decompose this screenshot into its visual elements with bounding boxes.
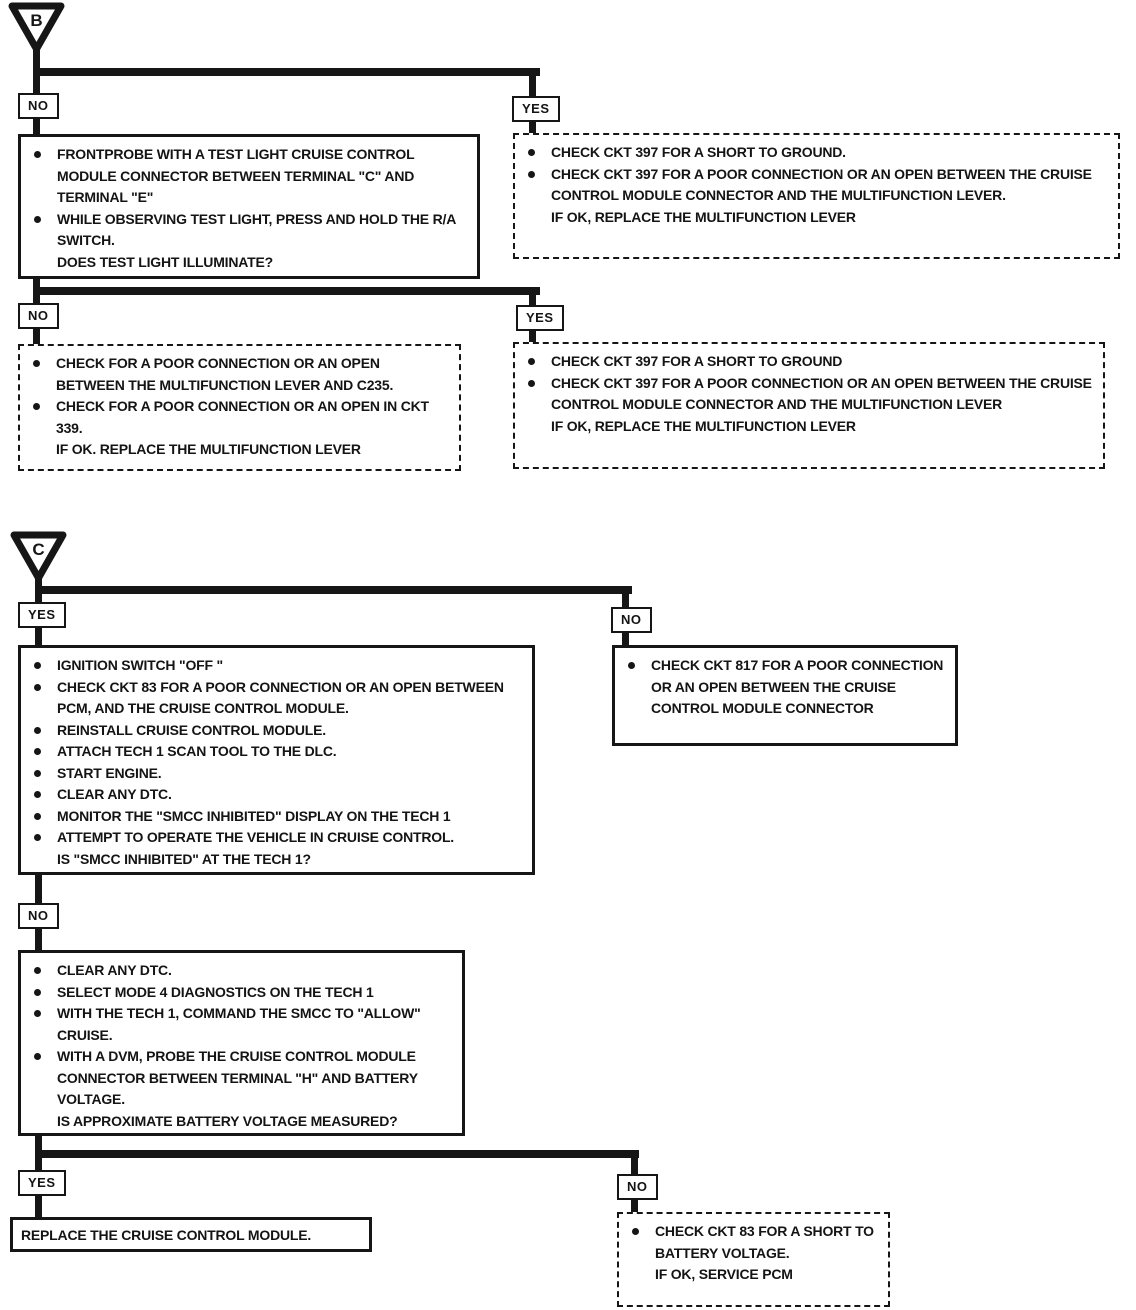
bullet-icon <box>31 982 57 1003</box>
bullet-icon <box>525 351 551 372</box>
step-text: IF OK, REPLACE THE MULTIFUNCTION LEVER <box>551 417 856 434</box>
step-text: DOES TEST LIGHT ILLUMINATE? <box>57 253 273 270</box>
step-item <box>31 252 467 274</box>
bullet-icon <box>31 784 57 805</box>
step-item <box>30 353 449 396</box>
bullet-icon <box>525 142 551 163</box>
step-item <box>31 849 522 871</box>
step-item <box>31 827 522 849</box>
connector-letter: B <box>30 11 43 30</box>
bullet-icon <box>629 1221 655 1242</box>
step-item <box>31 806 522 828</box>
step-item <box>30 439 449 461</box>
branch-label-no-3: NO <box>611 607 652 633</box>
step-item <box>31 720 522 742</box>
step-text: IGNITION SWITCH "OFF " <box>57 657 223 673</box>
bullet-icon <box>31 1003 57 1024</box>
bullet-icon <box>31 677 57 698</box>
bullet-icon <box>31 655 57 676</box>
step-box-final-yes <box>10 1217 372 1252</box>
bullet-icon <box>31 1046 57 1067</box>
step-text: REINSTALL CRUISE CONTROL MODULE. <box>57 721 326 738</box>
step-text: SELECT MODE 4 DIAGNOSTICS ON THE TECH 1 <box>57 983 374 1000</box>
step-item <box>525 207 1108 229</box>
step-text: IF OK. REPLACE THE MULTIFUNCTION LEVER <box>56 441 361 457</box>
connector-line <box>33 68 540 76</box>
connector-line <box>35 928 42 951</box>
branch-label-no-5: NO <box>617 1174 658 1200</box>
step-box-b-no <box>18 134 480 279</box>
step-text: FRONTPROBE WITH A TEST LIGHT CRUISE CONTROL MODULE CONNECTOR BETWEEN TERMINAL "C" AND TERMINAL "E" <box>57 146 415 205</box>
bullet-icon <box>31 741 57 762</box>
step-item <box>525 164 1108 207</box>
step-text: WHILE OBSERVING TEST LIGHT, PRESS AND HOLD THE R/A SWITCH. <box>57 210 456 248</box>
step-item <box>525 373 1093 416</box>
connector-line <box>35 1150 639 1158</box>
step-text: MONITOR THE "SMCC INHIBITED" DISPLAY ON THE TECH 1 <box>57 807 451 824</box>
connector-line <box>529 287 536 307</box>
step-item <box>31 982 452 1004</box>
bullet-icon <box>31 960 57 981</box>
step-item <box>31 209 467 252</box>
bullet-icon <box>31 720 57 741</box>
step-box-final-no <box>617 1212 890 1307</box>
connector-line <box>33 68 40 95</box>
bullet-icon <box>525 164 551 185</box>
step-item <box>525 416 1093 438</box>
step-item <box>31 1046 452 1111</box>
connector-line <box>33 118 40 135</box>
step-item <box>21 1224 361 1246</box>
bullet-icon <box>625 655 651 676</box>
step-text: CHECK CKT 83 FOR A SHORT TO BATTERY VOLTAGE. <box>655 1223 874 1261</box>
step-item <box>31 763 522 785</box>
step-text: WITH THE TECH 1, COMMAND THE SMCC TO "ALLOW" CRUISE. <box>57 1005 421 1043</box>
branch-label-yes-2: YES <box>516 305 564 331</box>
connector-line <box>529 68 536 99</box>
connector-line <box>622 586 629 609</box>
bullet-icon <box>31 763 57 784</box>
step-item <box>629 1264 878 1286</box>
connector-line <box>33 328 40 345</box>
step-box-c-no <box>612 645 958 746</box>
connector-letter: C <box>32 540 45 559</box>
step-item <box>30 396 449 439</box>
step-text: IS "SMCC INHIBITED" AT THE TECH 1? <box>57 850 311 867</box>
connector-line <box>631 1150 638 1176</box>
step-text: CHECK CKT 397 FOR A POOR CONNECTION OR AN OPEN BETWEEN THE CRUISE CONTROL MODULE CONNECTOR AND THE MULTIFUNCTION LEVER <box>551 374 1092 412</box>
connector-line <box>35 1195 42 1218</box>
step-item <box>31 655 522 677</box>
step-item <box>625 655 945 720</box>
step-box-c-yes <box>18 645 535 875</box>
step-text: IS APPROXIMATE BATTERY VOLTAGE MEASURED? <box>57 1112 398 1129</box>
connector-line <box>35 1150 42 1172</box>
connector-line <box>631 1199 638 1213</box>
branch-label-no-4: NO <box>18 903 59 929</box>
step-text: CHECK FOR A POOR CONNECTION OR AN OPEN IN CKT 339. <box>56 398 429 436</box>
step-box-b-yes <box>513 133 1120 259</box>
step-text: CLEAR ANY DTC. <box>57 962 172 978</box>
connector-line <box>35 875 42 905</box>
step-item <box>31 144 467 209</box>
connector-line <box>35 586 632 594</box>
step-item <box>31 1111 452 1133</box>
step-box-b-no-no <box>18 344 461 471</box>
step-text: IF OK, SERVICE PCM <box>655 1266 793 1282</box>
step-text: IF OK, REPLACE THE MULTIFUNCTION LEVER <box>551 208 856 225</box>
bullet-icon <box>525 373 551 394</box>
step-box-b-no-yes <box>513 342 1105 469</box>
bullet-icon <box>31 209 57 230</box>
step-text: CHECK CKT 83 FOR A POOR CONNECTION OR AN OPEN BETWEEN PCM, AND THE CRUISE CONTROL MODULE. <box>57 678 504 716</box>
step-text: ATTEMPT TO OPERATE THE VEHICLE IN CRUISE CONTROL. <box>57 829 454 845</box>
step-item <box>31 960 452 982</box>
connector-line <box>35 627 42 646</box>
connector-line <box>622 632 629 646</box>
step-text: CLEAR ANY DTC. <box>57 786 172 802</box>
branch-label-no-1: NO <box>18 93 59 119</box>
bullet-icon <box>30 396 56 417</box>
bullet-icon <box>31 827 57 848</box>
step-text: CHECK CKT 817 FOR A POOR CONNECTION OR AN OPEN BETWEEN THE CRUISE CONTROL MODULE CONNECTOR <box>651 657 944 716</box>
step-item <box>629 1221 878 1264</box>
step-text: ATTACH TECH 1 SCAN TOOL TO THE DLC. <box>57 743 337 759</box>
branch-label-no-2: NO <box>18 303 59 329</box>
step-text: CHECK CKT 397 FOR A SHORT TO GROUND <box>551 353 843 369</box>
step-text: CHECK CKT 397 FOR A POOR CONNECTION OR AN OPEN BETWEEN THE CRUISE CONTROL MODULE CONNECTOR AND THE MULTIFUNCTION LEVER. <box>551 165 1092 203</box>
step-item <box>31 677 522 720</box>
step-item <box>525 351 1093 373</box>
step-text: CHECK CKT 397 FOR A SHORT TO GROUND. <box>551 144 846 160</box>
step-item <box>31 1003 452 1046</box>
branch-label-yes-5: YES <box>18 1170 66 1196</box>
bullet-icon <box>31 806 57 827</box>
step-text: REPLACE THE CRUISE CONTROL MODULE. <box>21 1227 312 1243</box>
step-item <box>31 741 522 763</box>
bullet-icon <box>30 353 56 374</box>
step-item <box>525 142 1108 164</box>
step-text: WITH A DVM, PROBE THE CRUISE CONTROL MODULE CONNECTOR BETWEEN TERMINAL "H" AND BATTERY VOLTAGE. <box>57 1048 418 1107</box>
bullet-icon <box>31 144 57 165</box>
branch-label-yes-1: YES <box>512 96 560 122</box>
step-text: START ENGINE. <box>57 764 162 781</box>
step-text: CHECK FOR A POOR CONNECTION OR AN OPEN BETWEEN THE MULTIFUNCTION LEVER AND C235. <box>56 355 394 393</box>
connector-line <box>33 287 540 295</box>
step-box-c-yes-no <box>18 950 465 1136</box>
branch-label-yes-3: YES <box>18 602 66 628</box>
step-item <box>31 784 522 806</box>
